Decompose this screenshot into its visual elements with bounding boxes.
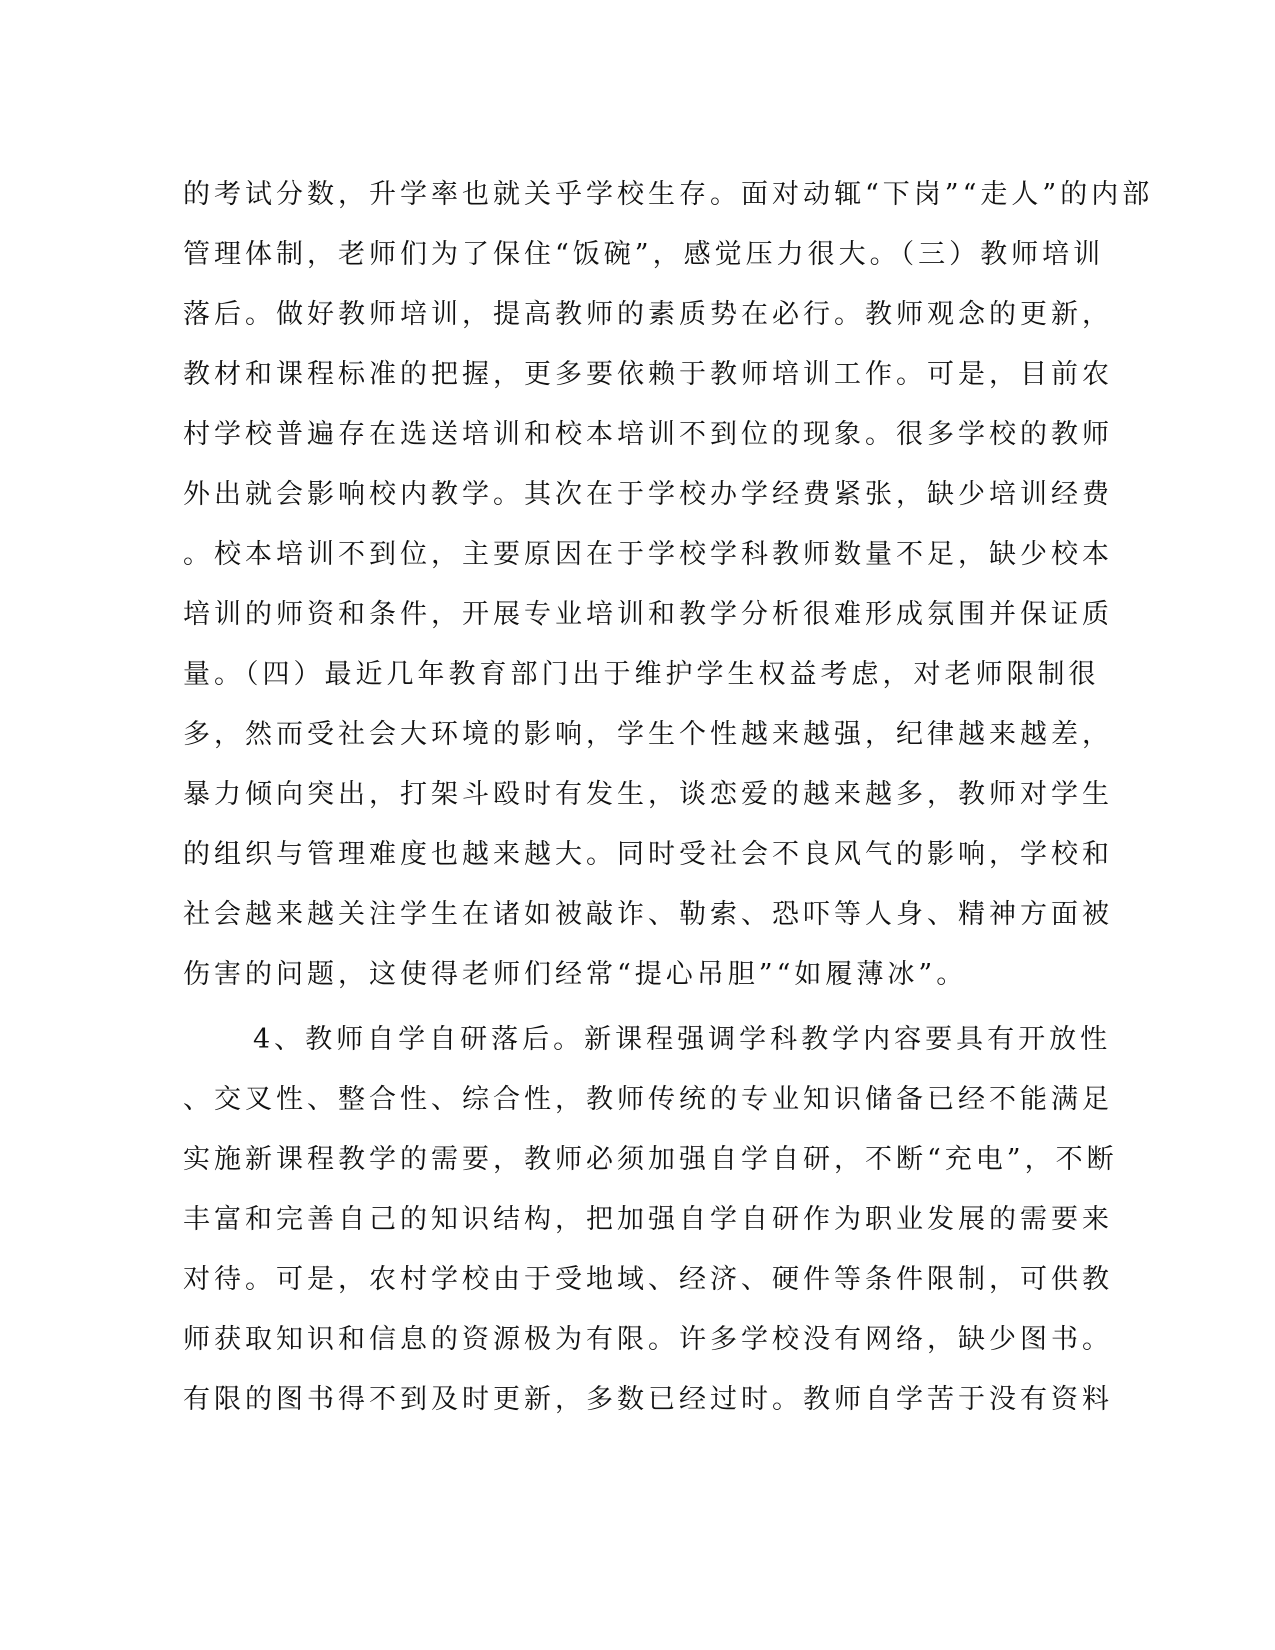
text-line: 量。（四）最近几年教育部门出于维护学生权益考虑，对老师限制很 bbox=[183, 659, 1100, 690]
text-line: 社会越来越关注学生在诸如被敲诈、勒索、恐吓等人身、精神方面被 bbox=[183, 899, 1113, 930]
text-line: 实施新课程教学的需要，教师必须加强自学自研，不断“充电”，不断 bbox=[183, 1144, 1118, 1175]
text-line: 对待。可是，农村学校由于受地域、经济、硬件等条件限制，可供教 bbox=[183, 1264, 1113, 1295]
text-line: 有限的图书得不到及时更新，多数已经过时。教师自学苦于没有资料 bbox=[183, 1384, 1113, 1415]
text-line: 村学校普遍存在选送培训和校本培训不到位的现象。很多学校的教师 bbox=[183, 419, 1113, 450]
text-line: 、交叉性、整合性、综合性，教师传统的专业知识储备已经不能满足 bbox=[183, 1084, 1113, 1115]
text-line: 丰富和完善自己的知识结构，把加强自学自研作为职业发展的需要来 bbox=[183, 1204, 1113, 1235]
text-line: 师获取知识和信息的资源极为有限。许多学校没有网络，缺少图书。 bbox=[183, 1324, 1113, 1355]
text-line: 4、教师自学自研落后。新课程强调学科教学内容要具有开放性 bbox=[253, 1024, 1112, 1055]
text-line: 。校本培训不到位，主要原因在于学校学科教师数量不足，缺少校本 bbox=[183, 539, 1113, 570]
text-line: 暴力倾向突出，打架斗殴时有发生，谈恋爱的越来越多，教师对学生 bbox=[183, 779, 1113, 810]
text-line: 的组织与管理难度也越来越大。同时受社会不良风气的影响，学校和 bbox=[183, 839, 1113, 870]
text-line: 伤害的问题，这使得老师们经常“提心吊胆”“如履薄冰”。 bbox=[183, 959, 968, 990]
text-line: 管理体制，老师们为了保住“饭碗”，感觉压力很大。（三）教师培训 bbox=[183, 239, 1105, 270]
paragraph-section-4 bbox=[183, 1010, 1118, 1430]
text-line: 培训的师资和条件，开展专业培训和教学分析很难形成氛围并保证质 bbox=[183, 599, 1113, 630]
text-line: 外出就会影响校内教学。其次在于学校办学经费紧张，缺少培训经费 bbox=[183, 479, 1113, 510]
text-line: 多，然而受社会大环境的影响，学生个性越来越强，纪律越来越差， bbox=[183, 719, 1113, 750]
text-line: 落后。做好教师培训，提高教师的素质势在必行。教师观念的更新， bbox=[183, 299, 1113, 330]
paragraph-continued bbox=[183, 165, 1154, 1005]
text-line: 的考试分数，升学率也就关乎学校生存。面对动辄“下岗”“走人”的内部 bbox=[183, 179, 1154, 210]
text-line: 教材和课程标准的把握，更多要依赖于教师培训工作。可是，目前农 bbox=[183, 359, 1113, 390]
